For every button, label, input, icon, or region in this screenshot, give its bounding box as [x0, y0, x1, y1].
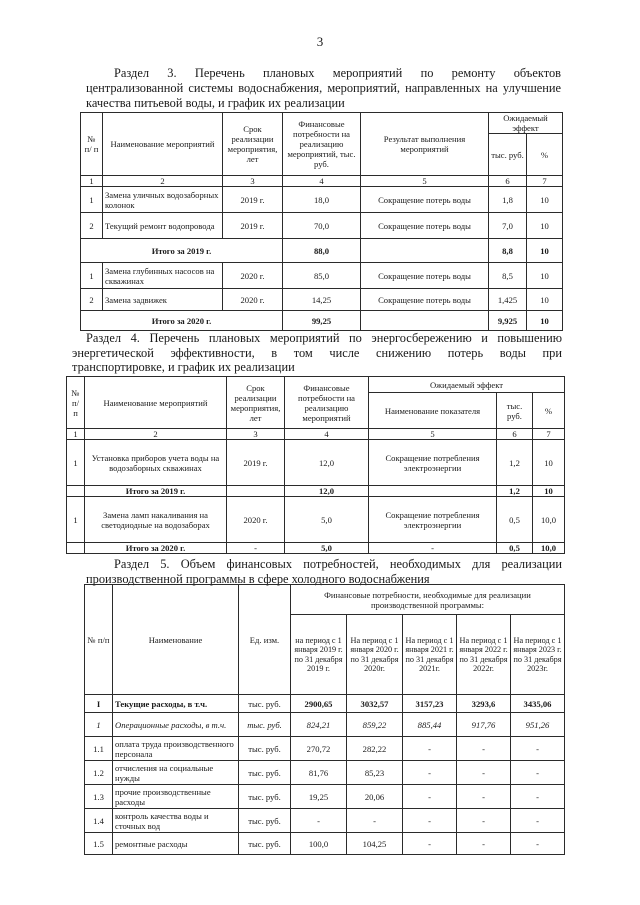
total-row — [81, 239, 563, 263]
section3-heading-line: Раздел 3. Перечень плановых мероприятий по ремонту объектов — [114, 66, 561, 80]
row-value: - — [347, 809, 403, 833]
table-row — [85, 785, 565, 809]
row-finance: 12,0 — [285, 440, 369, 486]
row-name: контроль качества воды и сточных вод — [113, 809, 239, 833]
row-finance: 85,0 — [283, 263, 361, 289]
total-thous: 9,925 — [489, 311, 527, 331]
row-num: 1 — [81, 263, 103, 289]
col-header-finance: Финансовые потребности на реализацию мероприятий — [285, 377, 369, 429]
col-number: 6 — [489, 176, 527, 187]
col-number: 6 — [497, 429, 533, 440]
row-thous: 8,5 — [489, 263, 527, 289]
total-label: Итого за 2019 г. — [85, 486, 227, 497]
col-number: 1 — [81, 176, 103, 187]
row-pct: 10 — [533, 440, 565, 486]
page-number: 3 — [316, 34, 324, 49]
col-header-pct: % — [527, 134, 563, 176]
table-row — [81, 213, 563, 239]
col-header-effect: Ожидаемый эффект — [489, 113, 563, 134]
row-value: 2900,65 — [291, 695, 347, 713]
col-number: 4 — [285, 429, 369, 440]
row-value: 3157,23 — [403, 695, 457, 713]
row-value: 20,06 — [347, 785, 403, 809]
section3-heading — [86, 66, 561, 81]
col-header-needs: Финансовые потребности, необходимые для реализации производственной программы: — [291, 585, 565, 615]
row-num: 1.2 — [85, 761, 113, 785]
row-name: Операционные расходы, в т.ч. — [113, 713, 239, 737]
row-unit: тыс. руб. — [239, 713, 291, 737]
row-thous: 1,8 — [489, 187, 527, 213]
total-row — [67, 543, 565, 554]
col-number: 5 — [369, 429, 497, 440]
row-name: Замена глубинных насосов на скважинах — [103, 263, 223, 289]
col-header-num: № п/ п — [67, 377, 85, 429]
col-header-result: Результат выполнения мероприятий — [361, 113, 489, 176]
row-value: - — [403, 737, 457, 761]
row-name: Замена задвижек — [103, 289, 223, 311]
row-num: 1.1 — [85, 737, 113, 761]
row-pct: 10 — [527, 289, 563, 311]
total-finance: 12,0 — [285, 486, 369, 497]
section4-heading — [72, 331, 562, 375]
col-header-name: Наименование мероприятий — [103, 113, 223, 176]
table-row — [81, 263, 563, 289]
total-thous: 8,8 — [489, 239, 527, 263]
row-term: 2019 г. — [223, 213, 283, 239]
row-value: 917,76 — [457, 713, 511, 737]
total-empty — [67, 486, 85, 497]
col-header-thous: тыс. руб. — [497, 393, 533, 429]
row-value: - — [403, 761, 457, 785]
row-value: - — [291, 809, 347, 833]
row-pct: 10,0 — [533, 497, 565, 543]
row-num: I — [85, 695, 113, 713]
row-term: 2020 г. — [227, 497, 285, 543]
row-value: 85,23 — [347, 761, 403, 785]
col-header-effect: Ожидаемый эффект — [369, 377, 565, 393]
row-value: 859,22 — [347, 713, 403, 737]
row-result: Сокращение потерь воды — [361, 213, 489, 239]
section4-heading-line: транспортировке, и график их реализации — [72, 360, 295, 374]
row-value: 104,25 — [347, 833, 403, 855]
row-term: 2020 г. — [223, 263, 283, 289]
total-row — [67, 486, 565, 497]
total-thous: 1,2 — [497, 486, 533, 497]
table-row — [85, 737, 565, 761]
row-indicator: Сокращение потребления электроэнергии — [369, 497, 497, 543]
row-indicator: Сокращение потребления электроэнергии — [369, 440, 497, 486]
row-name: Замена ламп накаливания на светодиодные на водозаборах — [85, 497, 227, 543]
section3-table — [80, 112, 563, 331]
row-name: Текущие расходы, в т.ч. — [113, 695, 239, 713]
total-indicator: - — [369, 543, 497, 554]
total-thous: 0,5 — [497, 543, 533, 554]
row-value: - — [457, 761, 511, 785]
total-row — [81, 311, 563, 331]
col-number: 4 — [283, 176, 361, 187]
col-number: 5 — [361, 176, 489, 187]
col-header-thous: тыс. руб. — [489, 134, 527, 176]
total-term: - — [227, 543, 285, 554]
col-number: 2 — [103, 176, 223, 187]
row-unit: тыс. руб. — [239, 785, 291, 809]
row-unit: тыс. руб. — [239, 761, 291, 785]
row-value: 100,0 — [291, 833, 347, 855]
row-value: - — [511, 785, 565, 809]
col-number: 7 — [527, 176, 563, 187]
row-value: - — [403, 809, 457, 833]
row-value: 19,25 — [291, 785, 347, 809]
section3-heading-line: централизованной системы водоснабжения, мероприятий, направленных на улучшение — [86, 81, 561, 95]
total-empty — [361, 311, 489, 331]
row-value: - — [457, 785, 511, 809]
row-value: 270,72 — [291, 737, 347, 761]
row-num: 2 — [81, 289, 103, 311]
total-label: Итого за 2019 г. — [81, 239, 283, 263]
row-value: - — [511, 833, 565, 855]
row-name: ремонтные расходы — [113, 833, 239, 855]
row-value: 282,22 — [347, 737, 403, 761]
col-header-indicator: Наименование показателя — [369, 393, 497, 429]
row-num: 2 — [81, 213, 103, 239]
row-num: 1 — [81, 187, 103, 213]
col-header-num: № п/п — [85, 585, 113, 695]
total-pct: 10,0 — [533, 543, 565, 554]
col-number: 7 — [533, 429, 565, 440]
row-thous: 7,0 — [489, 213, 527, 239]
row-name: прочие производственные расходы — [113, 785, 239, 809]
row-name: отчисления на социальные нужды — [113, 761, 239, 785]
col-header-finance: Финансовые потребности на реализацию мероприятий, тыс. руб. — [283, 113, 361, 176]
row-num: 1 — [85, 713, 113, 737]
col-header-period: На период с 1 января 2021 г. по 31 декабря 2021г. — [403, 615, 457, 695]
col-header-period: На период с 1 января 2022 г. по 31 декабря 2022г. — [457, 615, 511, 695]
row-value: 951,26 — [511, 713, 565, 737]
table-row — [85, 713, 565, 737]
section5-table — [84, 584, 565, 855]
table-row — [81, 187, 563, 213]
section4-table — [66, 376, 565, 554]
row-num: 1.3 — [85, 785, 113, 809]
row-num: 1 — [67, 440, 85, 486]
row-pct: 10 — [527, 187, 563, 213]
row-value: - — [511, 761, 565, 785]
row-value: 824,21 — [291, 713, 347, 737]
row-result: Сокращение потерь воды — [361, 289, 489, 311]
row-name: Замена уличных водозаборных колонок — [103, 187, 223, 213]
col-header-unit: Ед. изм. — [239, 585, 291, 695]
row-name: Текущий ремонт водопровода — [103, 213, 223, 239]
row-unit: тыс. руб. — [239, 695, 291, 713]
table-row — [85, 833, 565, 855]
col-header-term: Срок реализации мероприятия, лет — [223, 113, 283, 176]
col-header-period: на период с 1 января 2019 г. по 31 декабря 2019 г. — [291, 615, 347, 695]
row-num: 1 — [67, 497, 85, 543]
row-thous: 0,5 — [497, 497, 533, 543]
col-number: 2 — [85, 429, 227, 440]
section3-heading-cont — [86, 81, 561, 110]
section4-heading-line: энергетической эффективности, в том числе снижению потерь воды при — [72, 345, 562, 360]
table-row — [67, 497, 565, 543]
row-term: 2019 г. — [223, 187, 283, 213]
row-value: - — [457, 737, 511, 761]
table-row — [85, 695, 565, 713]
total-label: Итого за 2020 г. — [81, 311, 283, 331]
row-unit: тыс. руб. — [239, 833, 291, 855]
col-header-name: Наименование — [113, 585, 239, 695]
row-name: Установка приборов учета воды на водозаборных скважинах — [85, 440, 227, 486]
col-number: 1 — [67, 429, 85, 440]
row-finance: 14,25 — [283, 289, 361, 311]
col-header-pct: % — [533, 393, 565, 429]
total-empty — [361, 239, 489, 263]
row-term: 2019 г. — [227, 440, 285, 486]
row-finance: 5,0 — [285, 497, 369, 543]
row-value: - — [511, 737, 565, 761]
col-number: 3 — [223, 176, 283, 187]
total-finance: 5,0 — [285, 543, 369, 554]
row-num: 1.4 — [85, 809, 113, 833]
table-row — [85, 809, 565, 833]
row-value: 81,76 — [291, 761, 347, 785]
row-pct: 10 — [527, 213, 563, 239]
col-header-period: На период с 1 января 2023 г. по 31 декабря 2023г. — [511, 615, 565, 695]
row-value: - — [403, 785, 457, 809]
col-header-period: На период с 1 января 2020 г. по 31 декабря 2020г. — [347, 615, 403, 695]
total-empty — [67, 543, 85, 554]
row-result: Сокращение потерь воды — [361, 187, 489, 213]
row-pct: 10 — [527, 263, 563, 289]
row-value: - — [457, 809, 511, 833]
row-term: 2020 г. — [223, 289, 283, 311]
row-value: 3435,06 — [511, 695, 565, 713]
section3-heading-line: качества питьевой воды, и график их реализации — [86, 95, 345, 110]
row-value: - — [457, 833, 511, 855]
total-finance: 99,25 — [283, 311, 361, 331]
col-header-num: № п/ п — [81, 113, 103, 176]
row-thous: 1,2 — [497, 440, 533, 486]
total-indicator — [369, 486, 497, 497]
row-thous: 1,425 — [489, 289, 527, 311]
row-num: 1.5 — [85, 833, 113, 855]
table-row — [81, 289, 563, 311]
total-pct: 10 — [527, 239, 563, 263]
row-value: - — [403, 833, 457, 855]
col-header-term: Срок реализации мероприятия, лет — [227, 377, 285, 429]
section4-heading-line: Раздел 4. Перечень плановых мероприятий по энергосбережению и повышению — [86, 331, 562, 345]
table-row — [67, 440, 565, 486]
row-unit: тыс. руб. — [239, 737, 291, 761]
section5-heading — [86, 557, 562, 586]
row-value: 3032,57 — [347, 695, 403, 713]
total-finance: 88,0 — [283, 239, 361, 263]
total-pct: 10 — [527, 311, 563, 331]
row-finance: 18,0 — [283, 187, 361, 213]
row-name: оплата труда производственного персонала — [113, 737, 239, 761]
col-number: 3 — [227, 429, 285, 440]
section5-heading-line: производственной программы в сфере холодного водоснабжения — [86, 571, 430, 586]
row-finance: 70,0 — [283, 213, 361, 239]
table-row — [85, 761, 565, 785]
row-value: 885,44 — [403, 713, 457, 737]
total-pct: 10 — [533, 486, 565, 497]
row-value: - — [511, 809, 565, 833]
row-value: 3293,6 — [457, 695, 511, 713]
total-label: Итого за 2020 г. — [85, 543, 227, 554]
row-result: Сокращение потерь воды — [361, 263, 489, 289]
col-header-name: Наименование мероприятий — [85, 377, 227, 429]
row-unit: тыс. руб. — [239, 809, 291, 833]
total-term — [227, 486, 285, 497]
section5-heading-line: Раздел 5. Объем финансовых потребностей, необходимых для реализации — [114, 557, 562, 571]
